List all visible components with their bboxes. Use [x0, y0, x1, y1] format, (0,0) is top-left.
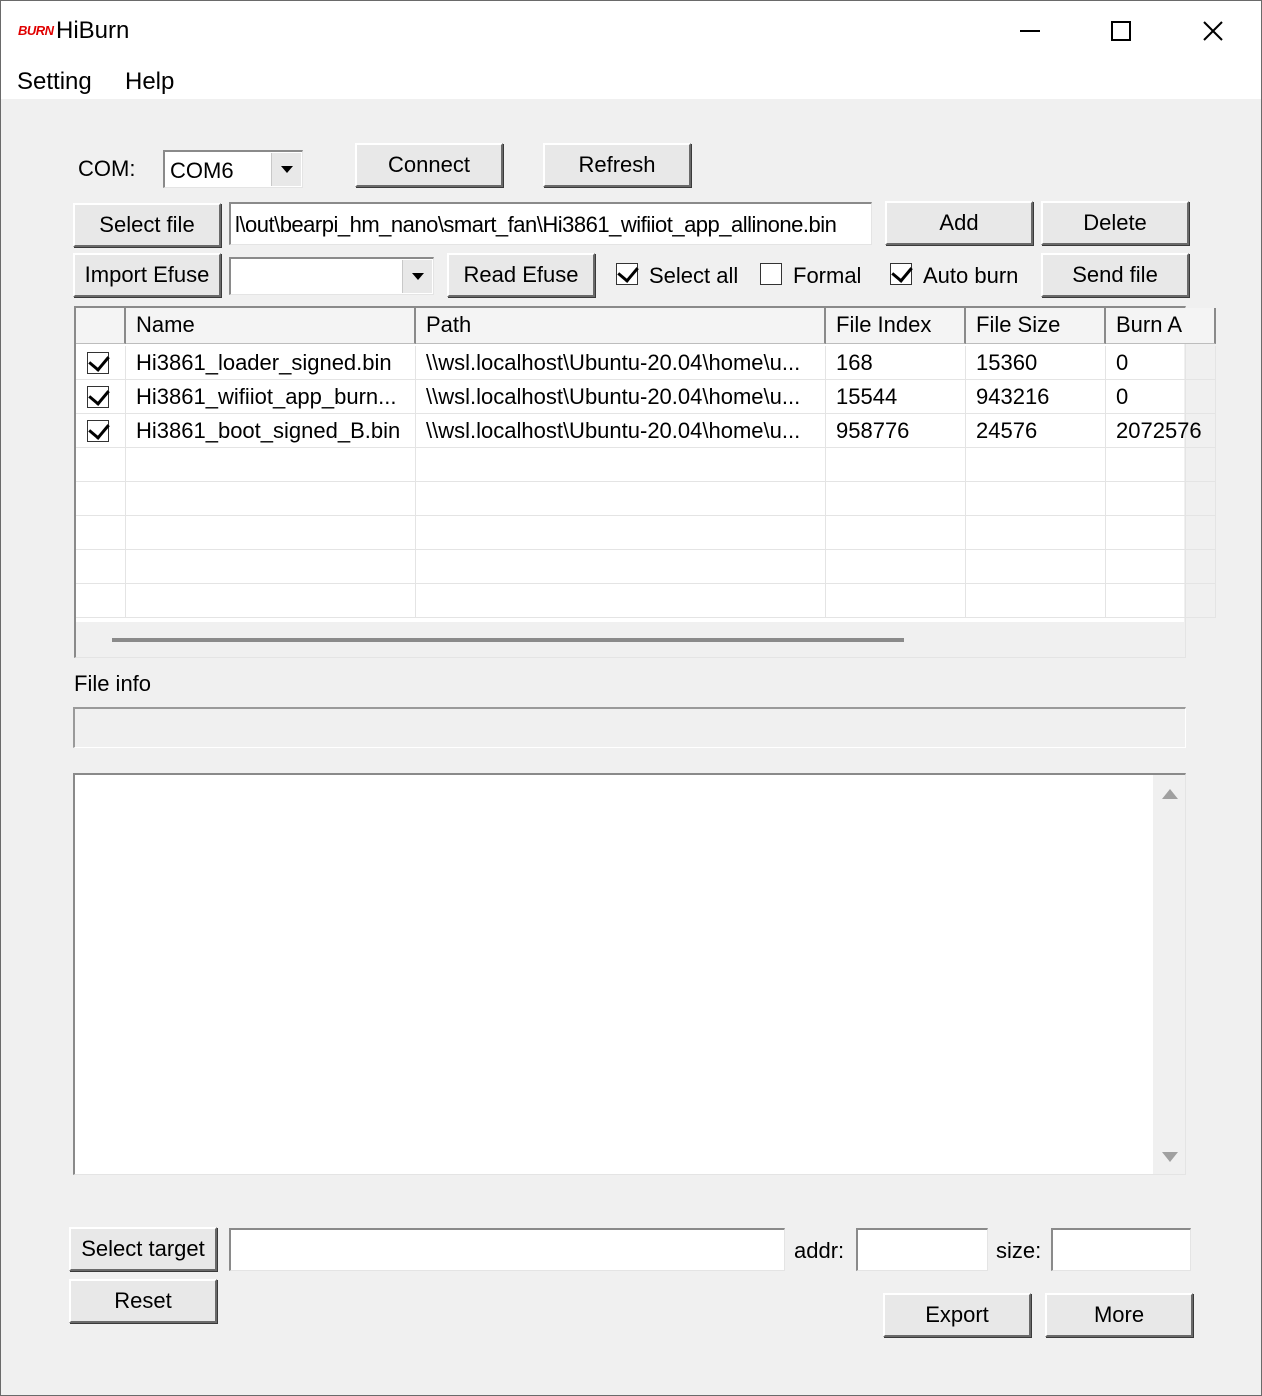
row-burn-addr: 2072576: [1106, 414, 1216, 448]
col-header-file-index[interactable]: File Index: [826, 308, 966, 344]
row-file-index: 958776: [826, 414, 966, 448]
select-target-button[interactable]: Select target: [69, 1227, 217, 1271]
close-icon: [1201, 19, 1225, 43]
select-all-label: Select all: [649, 263, 739, 288]
table-row[interactable]: [76, 380, 1216, 414]
scroll-up-icon[interactable]: [1162, 789, 1178, 799]
row-file-index: 168: [826, 346, 966, 380]
read-efuse-button[interactable]: Read Efuse: [447, 253, 595, 297]
row-name: Hi3861_wifiiot_app_burn...: [126, 380, 416, 414]
file-table: [74, 306, 1202, 658]
export-button[interactable]: Export: [883, 1293, 1031, 1337]
window-title: HiBurn: [56, 17, 130, 44]
file-info-label: File info: [74, 671, 152, 696]
empty-row: [76, 482, 1216, 516]
delete-button[interactable]: Delete: [1041, 201, 1189, 245]
row-path: \\wsl.localhost\Ubuntu-20.04\home\u...: [416, 380, 826, 414]
auto-burn-checkbox[interactable]: [890, 263, 912, 285]
file-path-input[interactable]: [229, 202, 872, 245]
select-all-checkbox[interactable]: [616, 263, 638, 285]
close-button[interactable]: [1168, 1, 1258, 61]
efuse-dropdown-arrow[interactable]: [402, 260, 432, 293]
row-path: \\wsl.localhost\Ubuntu-20.04\home\u...: [416, 346, 826, 380]
app-logo: BURN: [18, 23, 54, 38]
maximize-button[interactable]: [1076, 1, 1166, 61]
menu-bar: [1, 63, 1261, 99]
file-path-value: l\out\bearpi_hm_nano\smart_fan\Hi3861_wifiiot_app_allinone.bin: [235, 212, 837, 237]
chevron-down-icon: [412, 273, 424, 280]
row-file-size: 24576: [966, 414, 1106, 448]
col-header-name[interactable]: Name: [126, 308, 416, 344]
empty-row: [76, 550, 1216, 584]
addr-input[interactable]: [856, 1228, 988, 1271]
row-file-index: 15544: [826, 380, 966, 414]
col-header-burn-addr[interactable]: Burn A: [1106, 308, 1216, 344]
minimize-icon: [1018, 19, 1042, 43]
reset-button[interactable]: Reset: [69, 1279, 217, 1323]
addr-label: addr:: [794, 1238, 845, 1263]
com-label: COM:: [78, 156, 136, 181]
row-burn-addr: 0: [1106, 346, 1216, 380]
menu-setting[interactable]: Setting: [17, 68, 92, 95]
efuse-select[interactable]: [229, 257, 434, 295]
add-button[interactable]: Add: [885, 201, 1033, 245]
horizontal-scrollbar-thumb[interactable]: [112, 638, 904, 642]
formal-checkbox[interactable]: [760, 263, 782, 285]
chevron-down-icon: [281, 166, 293, 173]
com-select[interactable]: [163, 150, 303, 188]
col-header-path[interactable]: Path: [416, 308, 826, 344]
table-header: [76, 308, 1216, 344]
row-checkbox[interactable]: [87, 352, 109, 374]
row-checkbox[interactable]: [87, 386, 109, 408]
send-file-button[interactable]: Send file: [1041, 253, 1189, 297]
com-dropdown-arrow[interactable]: [271, 153, 301, 186]
row-checkbox[interactable]: [87, 420, 109, 442]
file-table-viewport: [76, 308, 1202, 622]
connect-button[interactable]: Connect: [355, 143, 503, 187]
empty-row: [76, 448, 1216, 482]
import-efuse-button[interactable]: Import Efuse: [73, 253, 221, 297]
formal-label: Formal: [793, 263, 862, 288]
refresh-button[interactable]: Refresh: [543, 143, 691, 187]
table-row[interactable]: [76, 414, 1216, 448]
row-burn-addr: 0: [1106, 380, 1216, 414]
empty-row: [76, 516, 1216, 550]
row-file-size: 15360: [966, 346, 1106, 380]
log-textarea[interactable]: [73, 773, 1186, 1175]
row-name: Hi3861_boot_signed_B.bin: [126, 414, 416, 448]
empty-row: [76, 584, 1216, 618]
com-select-value: COM6: [170, 158, 234, 183]
select-file-button[interactable]: Select file: [73, 203, 221, 247]
table-row[interactable]: [76, 346, 1216, 380]
more-button[interactable]: More: [1045, 1293, 1193, 1337]
minimize-button[interactable]: [985, 1, 1075, 61]
scroll-down-icon[interactable]: [1162, 1152, 1178, 1162]
maximize-icon: [1109, 19, 1133, 43]
file-info-field: [73, 707, 1186, 748]
menu-help[interactable]: Help: [125, 68, 175, 95]
col-header-check[interactable]: [76, 308, 126, 344]
size-input[interactable]: [1051, 1228, 1191, 1271]
title-bar: [1, 1, 1261, 63]
auto-burn-label: Auto burn: [923, 263, 1019, 288]
target-path-input[interactable]: [229, 1228, 785, 1271]
row-file-size: 943216: [966, 380, 1106, 414]
size-label: size:: [996, 1238, 1042, 1263]
col-header-file-size[interactable]: File Size: [966, 308, 1106, 344]
row-path: \\wsl.localhost\Ubuntu-20.04\home\u...: [416, 414, 826, 448]
row-name: Hi3861_loader_signed.bin: [126, 346, 416, 380]
log-scrollbar[interactable]: [1153, 775, 1185, 1174]
